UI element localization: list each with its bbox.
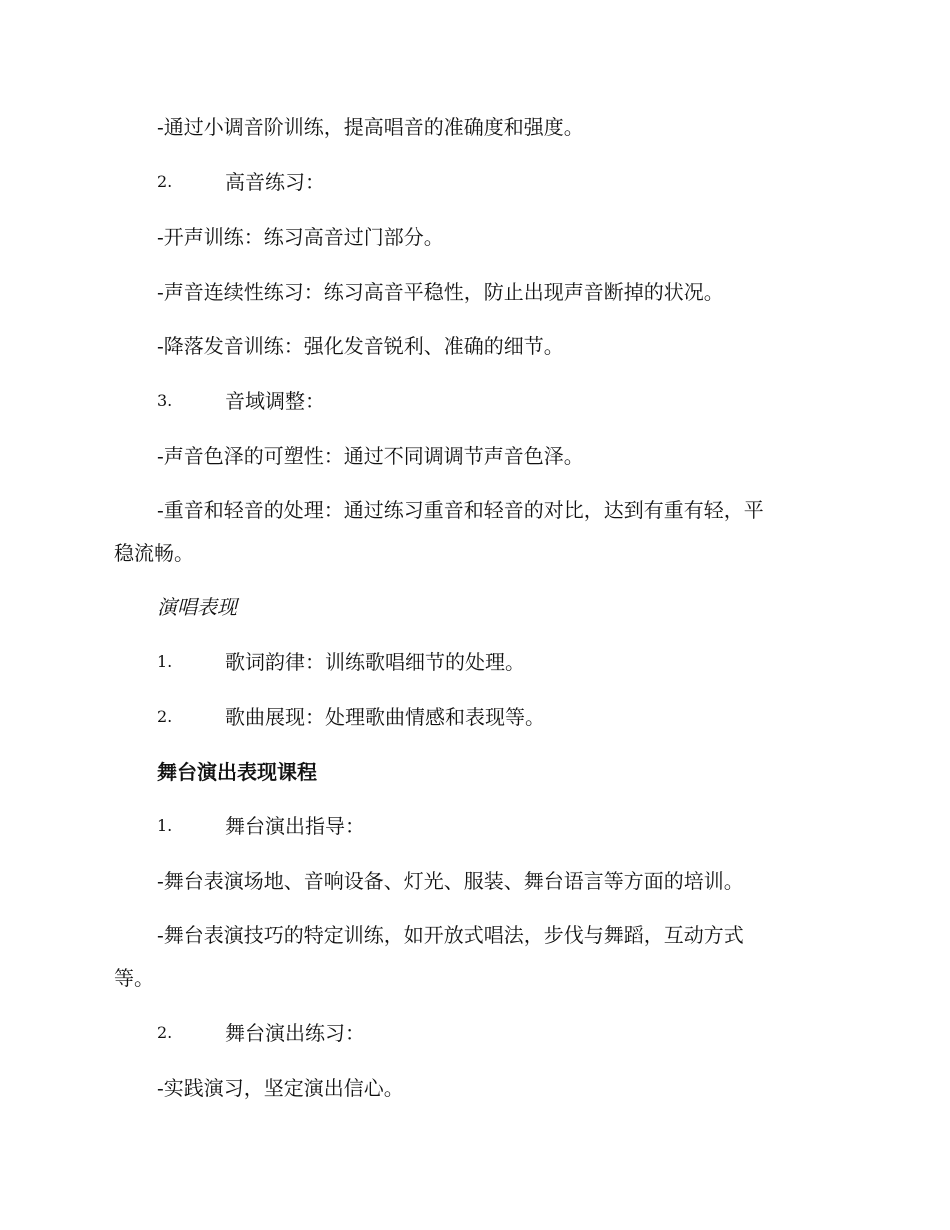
list-number: 1. <box>157 816 173 835</box>
list-number: 3. <box>157 391 173 410</box>
subheading: 演唱表现 <box>157 595 237 619</box>
bullet-line: -声音连续性练习：练习高音平稳性，防止出现声音断掉的状况。 <box>157 280 724 304</box>
bullet-line-continuation: 等。 <box>114 966 154 990</box>
bullet-line: -实践演习，坚定演出信心。 <box>157 1076 404 1100</box>
list-number: 2. <box>157 172 173 191</box>
list-number: 1. <box>157 652 173 671</box>
bullet-line: -通过小调音阶训练，提高唱音的准确度和强度。 <box>157 115 584 139</box>
bullet-line: -舞台表演技巧的特定训练，如开放式唱法，步伐与舞蹈，互动方式 <box>157 923 744 947</box>
list-item-text: 歌曲展现：处理歌曲情感和表现等。 <box>225 705 545 729</box>
list-item-text: 舞台演出练习： <box>225 1021 365 1045</box>
bullet-line: -重音和轻音的处理：通过练习重音和轻音的对比，达到有重有轻，平 <box>157 498 764 522</box>
list-number: 2. <box>157 1023 173 1042</box>
bullet-line: -舞台表演场地、音响设备、灯光、服装、舞台语言等方面的培训。 <box>157 869 744 893</box>
list-item-text: 舞台演出指导： <box>225 814 365 838</box>
list-number: 2. <box>157 707 173 726</box>
bullet-line: -声音色泽的可塑性：通过不同调调节声音色泽。 <box>157 444 584 468</box>
list-item-text: 高音练习： <box>225 170 325 194</box>
bullet-line: -降落发音训练：强化发音锐利、准确的细节。 <box>157 334 564 358</box>
bullet-line: -开声训练：练习高音过门部分。 <box>157 225 444 249</box>
section-heading: 舞台演出表现课程 <box>157 760 317 784</box>
list-item-text: 歌词韵律：训练歌唱细节的处理。 <box>225 650 525 674</box>
bullet-line-continuation: 稳流畅。 <box>114 541 194 565</box>
list-item-text: 音域调整： <box>225 389 325 413</box>
